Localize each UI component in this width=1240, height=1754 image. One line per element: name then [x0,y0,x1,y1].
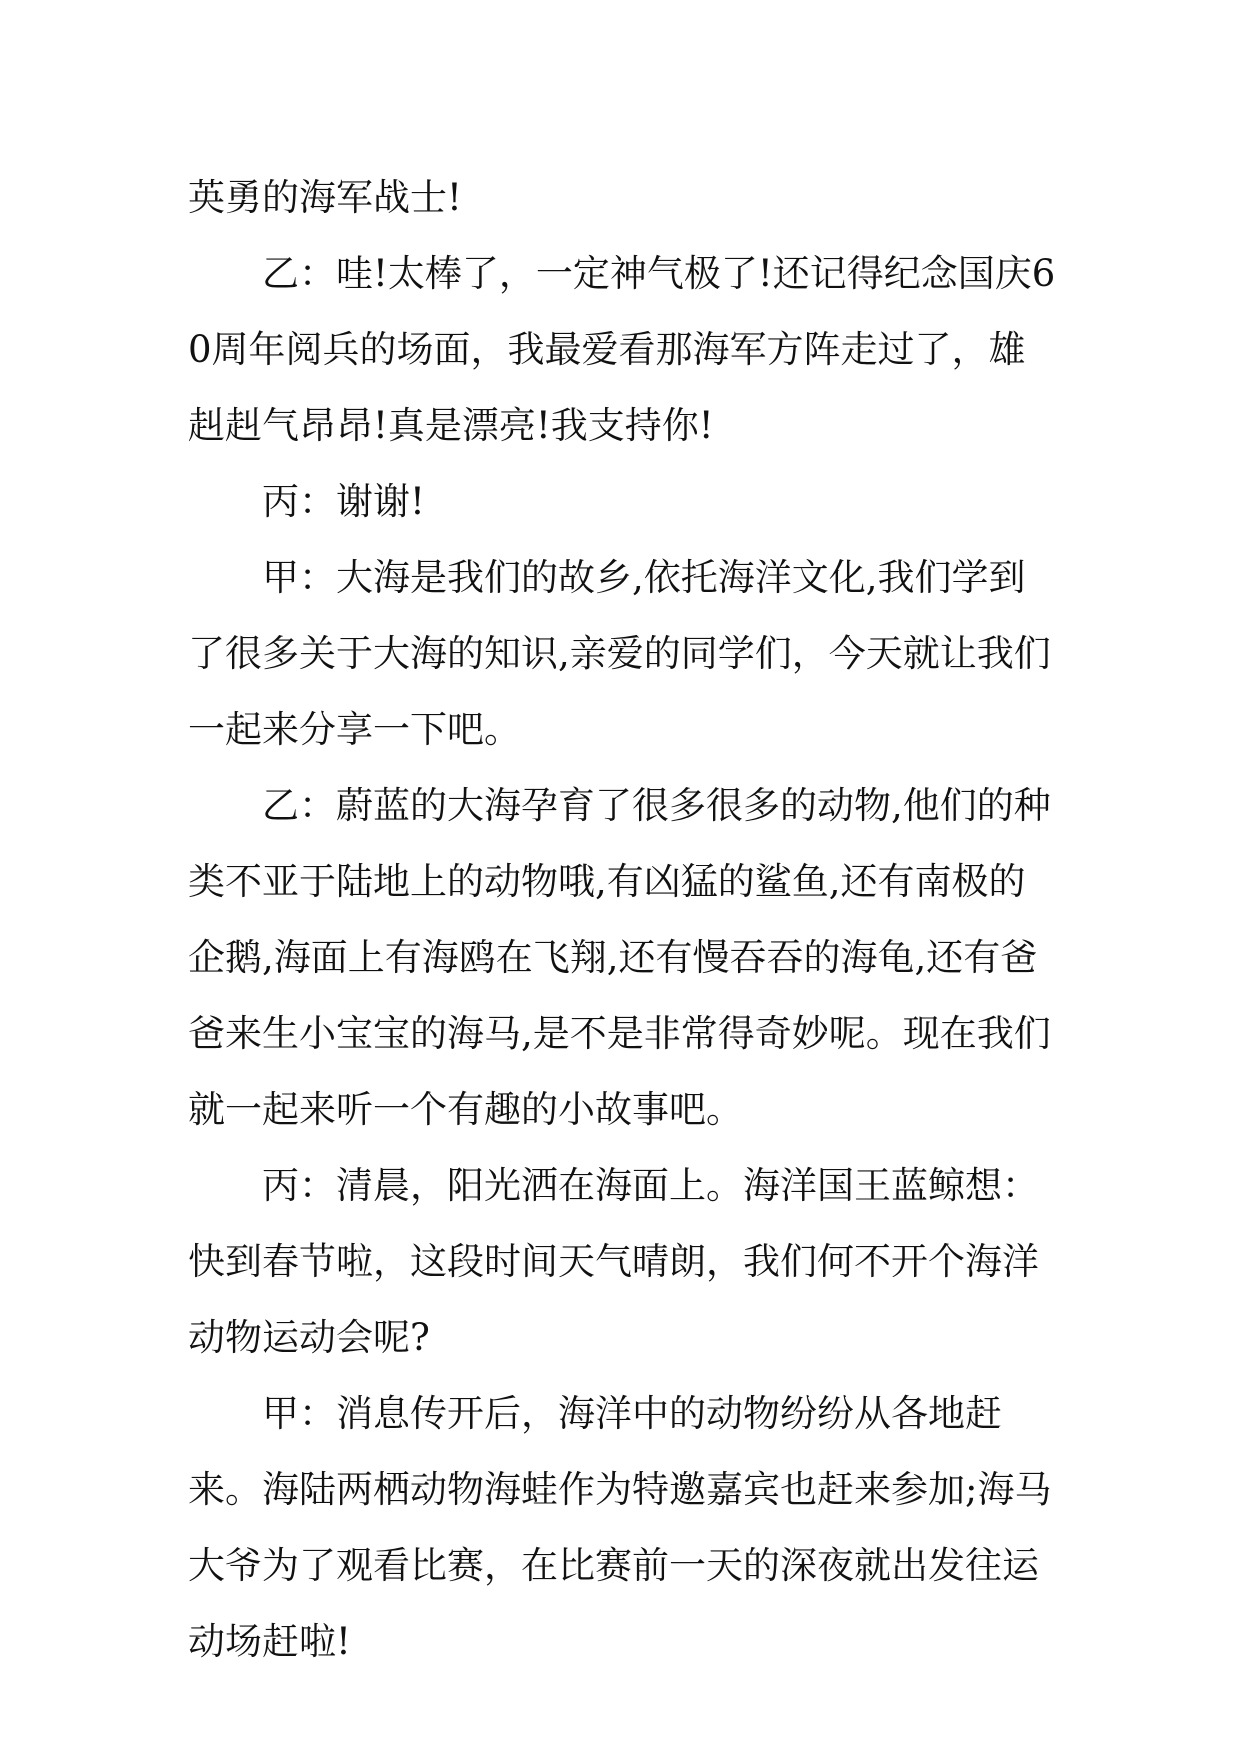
paragraph-yi-1: 乙：哇!太棒了，一定神气极了!还记得纪念国庆60周年阅兵的场面，我最爱看那海军方阵走过了，雄赳赳气昂昂!真是漂亮!我支持你! [188,252,1056,447]
paragraph-yi-2: 乙：蔚蓝的大海孕育了很多很多的动物,他们的种类不亚于陆地上的动物哦,有凶猛的鲨鱼,还有南极的企鹅,海面上有海鸥在飞翔,还有慢吞吞的海龟,还有爸爸来生小宝宝的海马,是不是非常得奇妙呢。现在我们就一起来听一个有趣的小故事吧。 [188,784,1051,1131]
paragraph-bing-1: 丙：谢谢! [262,480,425,523]
paragraph-continuation: 英勇的海军战士! [188,176,462,219]
document-body [188,160,1058,1680]
paragraph-jia-1: 甲：大海是我们的故乡,依托海洋文化,我们学到了很多关于大海的知识,亲爱的同学们，今天就让我们一起来分享一下吧。 [188,556,1051,751]
paragraph-bing-2: 丙：清晨，阳光洒在海面上。海洋国王蓝鲸想：快到春节啦，这段时间天气晴朗，我们何不开个海洋动物运动会呢? [188,1164,1039,1359]
paragraph-jia-2: 甲：消息传开后，海洋中的动物纷纷从各地赶来。海陆两栖动物海蛙作为特邀嘉宾也赶来参加;海马大爷为了观看比赛，在比赛前一天的深夜就出发往运动场赶啦! [188,1392,1052,1663]
